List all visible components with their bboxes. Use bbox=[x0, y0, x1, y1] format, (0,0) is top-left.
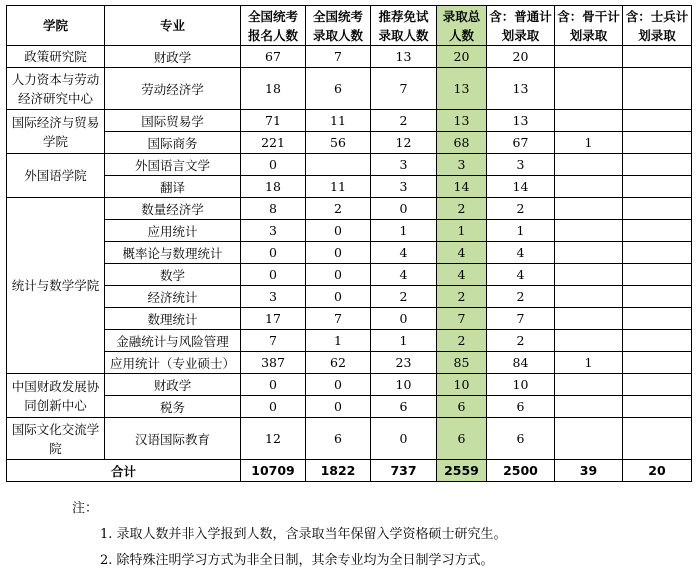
cell-soldier-plan bbox=[623, 286, 692, 308]
cell-college: 人力资本与劳动经济研究中心 bbox=[7, 68, 105, 110]
cell-backbone-plan bbox=[555, 198, 623, 220]
cell-exam-admitted: 0 bbox=[306, 264, 371, 286]
cell-major: 数理统计 bbox=[105, 308, 241, 330]
cell-major: 经济统计 bbox=[105, 286, 241, 308]
cell-exam-admitted: 11 bbox=[306, 176, 371, 198]
cell-recommended-admitted: 3 bbox=[371, 154, 437, 176]
cell-recommended-admitted: 0 bbox=[371, 308, 437, 330]
cell-regular-plan: 2 bbox=[487, 286, 555, 308]
cell-total-admitted: 13 bbox=[437, 68, 487, 110]
cell-soldier-plan bbox=[623, 176, 692, 198]
cell-recommended-admitted: 1 bbox=[371, 330, 437, 352]
cell-regular-plan: 10 bbox=[487, 374, 555, 396]
note-item-2: 2. 除特殊注明学习方式为非全日制，其余专业均为全日制学习方式。 bbox=[100, 553, 494, 568]
cell-exam-admitted: 7 bbox=[306, 308, 371, 330]
cell-total-admitted: 10 bbox=[437, 374, 487, 396]
table-row bbox=[7, 220, 692, 242]
cell-total-admitted: 20 bbox=[437, 46, 487, 68]
table-row bbox=[7, 176, 692, 198]
header-row bbox=[7, 6, 692, 46]
cell-recommended-admitted: 4 bbox=[371, 264, 437, 286]
total-exam-admitted: 1822 bbox=[306, 460, 371, 482]
cell-soldier-plan bbox=[623, 242, 692, 264]
cell-applicants: 0 bbox=[241, 396, 306, 418]
cell-recommended-admitted: 2 bbox=[371, 286, 437, 308]
cell-applicants: 0 bbox=[241, 374, 306, 396]
cell-applicants: 18 bbox=[241, 68, 306, 110]
total-backbone-plan: 39 bbox=[555, 460, 623, 482]
cell-exam-admitted: 6 bbox=[306, 418, 371, 460]
table-row bbox=[7, 46, 692, 68]
table-row bbox=[7, 264, 692, 286]
table-row bbox=[7, 418, 692, 460]
cell-backbone-plan bbox=[555, 242, 623, 264]
header-exam-admitted: 全国统考录取人数 bbox=[306, 6, 371, 46]
cell-exam-admitted: 0 bbox=[306, 374, 371, 396]
cell-exam-admitted: 1 bbox=[306, 330, 371, 352]
cell-soldier-plan bbox=[623, 220, 692, 242]
cell-soldier-plan bbox=[623, 396, 692, 418]
total-regular-plan: 2500 bbox=[487, 460, 555, 482]
cell-backbone-plan bbox=[555, 374, 623, 396]
cell-major: 数学 bbox=[105, 264, 241, 286]
cell-major: 数量经济学 bbox=[105, 198, 241, 220]
cell-regular-plan: 13 bbox=[487, 110, 555, 132]
total-row bbox=[7, 460, 692, 482]
total-applicants: 10709 bbox=[241, 460, 306, 482]
cell-total-admitted: 2 bbox=[437, 286, 487, 308]
cell-college: 政策研究院 bbox=[7, 46, 105, 68]
cell-total-admitted: 7 bbox=[437, 308, 487, 330]
cell-regular-plan: 13 bbox=[487, 68, 555, 110]
cell-applicants: 8 bbox=[241, 198, 306, 220]
cell-recommended-admitted: 4 bbox=[371, 242, 437, 264]
cell-major: 金融统计与风险管理 bbox=[105, 330, 241, 352]
cell-recommended-admitted: 3 bbox=[371, 176, 437, 198]
cell-major: 国际商务 bbox=[105, 132, 241, 154]
cell-major: 汉语国际教育 bbox=[105, 418, 241, 460]
cell-applicants: 67 bbox=[241, 46, 306, 68]
header-soldier-plan: 含：士兵计划录取 bbox=[623, 6, 692, 46]
cell-recommended-admitted: 13 bbox=[371, 46, 437, 68]
cell-applicants: 17 bbox=[241, 308, 306, 330]
table-row bbox=[7, 154, 692, 176]
header-backbone-plan: 含：骨干计划录取 bbox=[555, 6, 623, 46]
table-body bbox=[7, 46, 692, 482]
cell-major: 应用统计 bbox=[105, 220, 241, 242]
cell-backbone-plan bbox=[555, 110, 623, 132]
header-applicants: 全国统考报名人数 bbox=[241, 6, 306, 46]
cell-backbone-plan bbox=[555, 68, 623, 110]
cell-exam-admitted: 0 bbox=[306, 220, 371, 242]
total-total-admitted: 2559 bbox=[437, 460, 487, 482]
cell-applicants: 3 bbox=[241, 286, 306, 308]
table-row bbox=[7, 374, 692, 396]
cell-major: 应用统计（专业硕士） bbox=[105, 352, 241, 374]
cell-regular-plan: 1 bbox=[487, 220, 555, 242]
cell-soldier-plan bbox=[623, 374, 692, 396]
cell-regular-plan: 7 bbox=[487, 308, 555, 330]
cell-total-admitted: 4 bbox=[437, 242, 487, 264]
cell-total-admitted: 6 bbox=[437, 396, 487, 418]
table-row bbox=[7, 286, 692, 308]
cell-total-admitted: 2 bbox=[437, 330, 487, 352]
cell-major: 外国语言文学 bbox=[105, 154, 241, 176]
cell-applicants: 387 bbox=[241, 352, 306, 374]
cell-regular-plan: 84 bbox=[487, 352, 555, 374]
cell-college: 统计与数学学院 bbox=[7, 198, 105, 374]
cell-applicants: 71 bbox=[241, 110, 306, 132]
cell-total-admitted: 3 bbox=[437, 154, 487, 176]
cell-regular-plan: 14 bbox=[487, 176, 555, 198]
cell-major: 概率论与数理统计 bbox=[105, 242, 241, 264]
cell-soldier-plan bbox=[623, 68, 692, 110]
cell-exam-admitted: 2 bbox=[306, 198, 371, 220]
cell-regular-plan: 20 bbox=[487, 46, 555, 68]
cell-exam-admitted: 56 bbox=[306, 132, 371, 154]
cell-soldier-plan bbox=[623, 264, 692, 286]
cell-college: 国际经济与贸易学院 bbox=[7, 110, 105, 154]
cell-major: 劳动经济学 bbox=[105, 68, 241, 110]
cell-recommended-admitted: 6 bbox=[371, 396, 437, 418]
table-row bbox=[7, 132, 692, 154]
admissions-table bbox=[6, 5, 692, 482]
table-row bbox=[7, 330, 692, 352]
cell-backbone-plan: 1 bbox=[555, 352, 623, 374]
cell-regular-plan: 4 bbox=[487, 264, 555, 286]
cell-soldier-plan bbox=[623, 418, 692, 460]
cell-exam-admitted: 11 bbox=[306, 110, 371, 132]
cell-backbone-plan bbox=[555, 286, 623, 308]
cell-regular-plan: 2 bbox=[487, 330, 555, 352]
table-row bbox=[7, 242, 692, 264]
header-major: 专业 bbox=[105, 6, 241, 46]
cell-recommended-admitted: 10 bbox=[371, 374, 437, 396]
cell-applicants: 0 bbox=[241, 154, 306, 176]
cell-exam-admitted: 6 bbox=[306, 68, 371, 110]
table-row bbox=[7, 198, 692, 220]
cell-recommended-admitted: 2 bbox=[371, 110, 437, 132]
note-item-1: 1. 录取人数并非入学报到人数，含录取当年保留入学资格硕士研究生。 bbox=[100, 527, 507, 542]
table-row bbox=[7, 110, 692, 132]
cell-total-admitted: 4 bbox=[437, 264, 487, 286]
cell-recommended-admitted: 12 bbox=[371, 132, 437, 154]
cell-backbone-plan bbox=[555, 220, 623, 242]
cell-soldier-plan bbox=[623, 308, 692, 330]
cell-regular-plan: 2 bbox=[487, 198, 555, 220]
header-recommended-admitted: 推荐免试录取人数 bbox=[371, 6, 437, 46]
table-row bbox=[7, 396, 692, 418]
cell-college: 中国财政发展协同创新中心 bbox=[7, 374, 105, 418]
cell-soldier-plan bbox=[623, 198, 692, 220]
cell-regular-plan: 4 bbox=[487, 242, 555, 264]
cell-major: 翻译 bbox=[105, 176, 241, 198]
cell-recommended-admitted: 0 bbox=[371, 198, 437, 220]
header-total-admitted: 录取总人数 bbox=[437, 6, 487, 46]
notes-label: 注： bbox=[72, 501, 99, 516]
total-recommended-admitted: 737 bbox=[371, 460, 437, 482]
cell-total-admitted: 13 bbox=[437, 110, 487, 132]
cell-backbone-plan bbox=[555, 396, 623, 418]
cell-applicants: 0 bbox=[241, 264, 306, 286]
cell-recommended-admitted: 23 bbox=[371, 352, 437, 374]
cell-total-admitted: 68 bbox=[437, 132, 487, 154]
cell-major: 国际贸易学 bbox=[105, 110, 241, 132]
cell-backbone-plan bbox=[555, 176, 623, 198]
cell-total-admitted: 85 bbox=[437, 352, 487, 374]
cell-exam-admitted bbox=[306, 154, 371, 176]
cell-regular-plan: 67 bbox=[487, 132, 555, 154]
cell-applicants: 0 bbox=[241, 242, 306, 264]
cell-exam-admitted: 0 bbox=[306, 286, 371, 308]
cell-college: 外国语学院 bbox=[7, 154, 105, 198]
cell-recommended-admitted: 0 bbox=[371, 418, 437, 460]
cell-soldier-plan bbox=[623, 154, 692, 176]
header-regular-plan: 含：普通计划录取 bbox=[487, 6, 555, 46]
cell-total-admitted: 2 bbox=[437, 198, 487, 220]
cell-soldier-plan bbox=[623, 110, 692, 132]
cell-college: 国际文化交流学院 bbox=[7, 418, 105, 460]
total-label: 合计 bbox=[7, 460, 241, 482]
cell-regular-plan: 3 bbox=[487, 154, 555, 176]
cell-applicants: 18 bbox=[241, 176, 306, 198]
cell-total-admitted: 6 bbox=[437, 418, 487, 460]
cell-backbone-plan bbox=[555, 308, 623, 330]
cell-backbone-plan bbox=[555, 154, 623, 176]
cell-total-admitted: 1 bbox=[437, 220, 487, 242]
cell-soldier-plan bbox=[623, 132, 692, 154]
cell-major: 财政学 bbox=[105, 374, 241, 396]
cell-recommended-admitted: 7 bbox=[371, 68, 437, 110]
cell-backbone-plan bbox=[555, 46, 623, 68]
total-soldier-plan: 20 bbox=[623, 460, 692, 482]
cell-applicants: 7 bbox=[241, 330, 306, 352]
cell-backbone-plan bbox=[555, 418, 623, 460]
cell-exam-admitted: 0 bbox=[306, 242, 371, 264]
table-row bbox=[7, 68, 692, 110]
cell-exam-admitted: 0 bbox=[306, 396, 371, 418]
cell-regular-plan: 6 bbox=[487, 396, 555, 418]
cell-applicants: 3 bbox=[241, 220, 306, 242]
table-row bbox=[7, 352, 692, 374]
cell-backbone-plan bbox=[555, 330, 623, 352]
cell-soldier-plan bbox=[623, 352, 692, 374]
cell-major: 税务 bbox=[105, 396, 241, 418]
cell-regular-plan: 6 bbox=[487, 418, 555, 460]
notes bbox=[0, 496, 507, 574]
cell-applicants: 12 bbox=[241, 418, 306, 460]
cell-total-admitted: 14 bbox=[437, 176, 487, 198]
cell-soldier-plan bbox=[623, 330, 692, 352]
cell-soldier-plan bbox=[623, 46, 692, 68]
cell-exam-admitted: 7 bbox=[306, 46, 371, 68]
cell-applicants: 221 bbox=[241, 132, 306, 154]
table-row bbox=[7, 308, 692, 330]
cell-exam-admitted: 62 bbox=[306, 352, 371, 374]
cell-major: 财政学 bbox=[105, 46, 241, 68]
cell-backbone-plan bbox=[555, 264, 623, 286]
cell-backbone-plan: 1 bbox=[555, 132, 623, 154]
header-college: 学院 bbox=[7, 6, 105, 46]
admissions-table-wrapper bbox=[6, 5, 692, 482]
cell-recommended-admitted: 1 bbox=[371, 220, 437, 242]
